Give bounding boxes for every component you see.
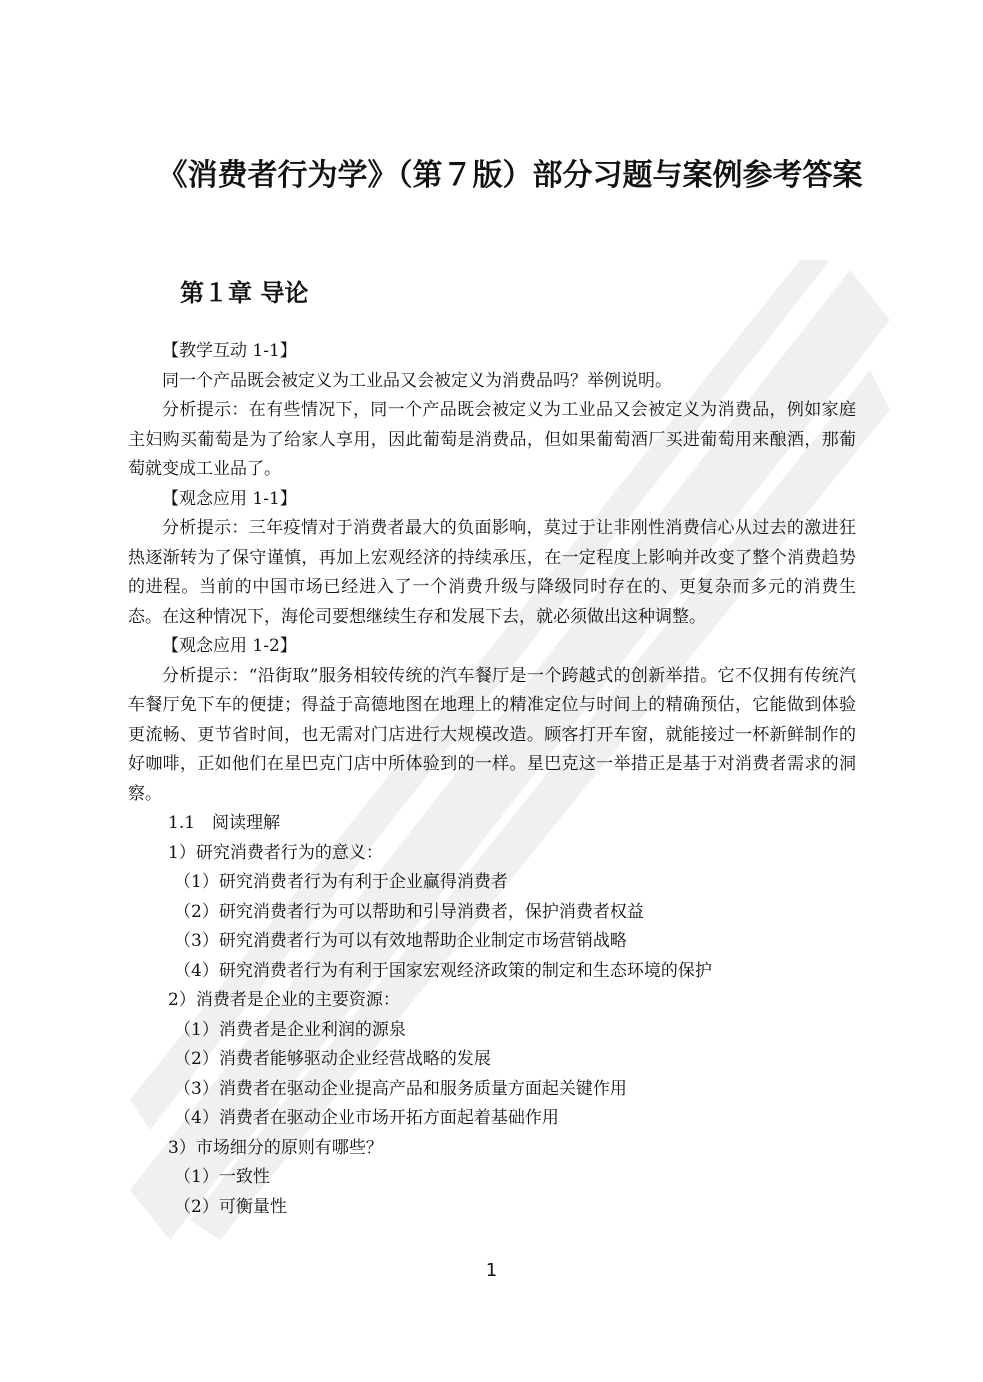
body-paragraph: 同一个产品既会被定义为工业品又会被定义为消费品吗？举例说明。	[162, 370, 672, 391]
list-item: （4）研究消费者行为有利于国家宏观经济政策的制定和生态环境的保护	[174, 960, 712, 981]
list-item: （4）消费者在驱动企业市场开拓方面起着基础作用	[174, 1108, 559, 1128]
list-item: （2）可衡量性	[174, 1196, 287, 1217]
section-label: 3）市场细分的原则有哪些？	[168, 1137, 383, 1158]
list-item: （3）消费者在驱动企业提高产品和服务质量方面起关键作用	[174, 1078, 627, 1099]
section-label: 1.1 阅读理解	[168, 813, 281, 833]
section-label: 【教学互动 1-1】	[162, 341, 297, 361]
chapter-heading: 第１章 导论	[180, 279, 309, 307]
body-paragraph: 分析提示：在有些情况下，同一个产品既会被定义为工业品又会被定义为消费品，例如家庭主妇购买葡萄是为了给家人享用，因此葡萄是消费品，但如果葡萄酒厂买进葡萄用来酿酒，那葡萄就变成工业品了。	[128, 400, 856, 479]
list-item: （1）消费者是企业利润的源泉	[174, 1019, 406, 1040]
body-paragraph: 分析提示：“沿街取”服务相较传统的汽车餐厅是一个跨越式的创新举措。它不仅拥有传统汽车餐厅免下车的便捷；得益于高德地图在地理上的精准定位与时间上的精确预估，它能做到体验更流畅、更节省时间，也无需对门店进行大规模改造。顾客打开车窗，就能接过一杯新鲜制作的好咖啡，正如他们在星巴克门店中所体验到的一样。星巴克这一举措正是基于对消费者需求的洞察。	[128, 665, 856, 804]
body-paragraph: 分析提示：三年疫情对于消费者最大的负面影响，莫过于让非刚性消费信心从过去的激进狂热逐渐转为了保守谨慎，再加上宏观经济的持续承压，在一定程度上影响并改变了整个消费趋势的进程。当前的中国市场已经进入了一个消费升级与降级同时存在的、更复杂而多元的消费生态。在这种情况下，海伦司要想继续生存和发展下去，就必须做出这种调整。	[128, 518, 856, 627]
section-label: 【观念应用 1-2】	[162, 636, 297, 656]
list-item: （1）一致性	[174, 1167, 270, 1187]
document-title: 《消费者行为学》（第７版）部分习题与案例参考答案	[157, 158, 863, 193]
list-item: （2）消费者能够驱动企业经营战略的发展	[174, 1049, 491, 1069]
list-item: （3）研究消费者行为可以有效地帮助企业制定市场营销战略	[174, 931, 627, 951]
list-item: （1）研究消费者行为有利于企业赢得消费者	[174, 872, 508, 892]
page-number: 1	[485, 1260, 498, 1281]
section-label: 2）消费者是企业的主要资源：	[168, 990, 400, 1010]
list-item: （2）研究消费者行为可以帮助和引导消费者，保护消费者权益	[174, 901, 644, 922]
section-label: 【观念应用 1-1】	[162, 488, 297, 509]
section-label: 1）研究消费者行为的意义：	[168, 842, 383, 863]
document-body	[128, 337, 856, 1222]
